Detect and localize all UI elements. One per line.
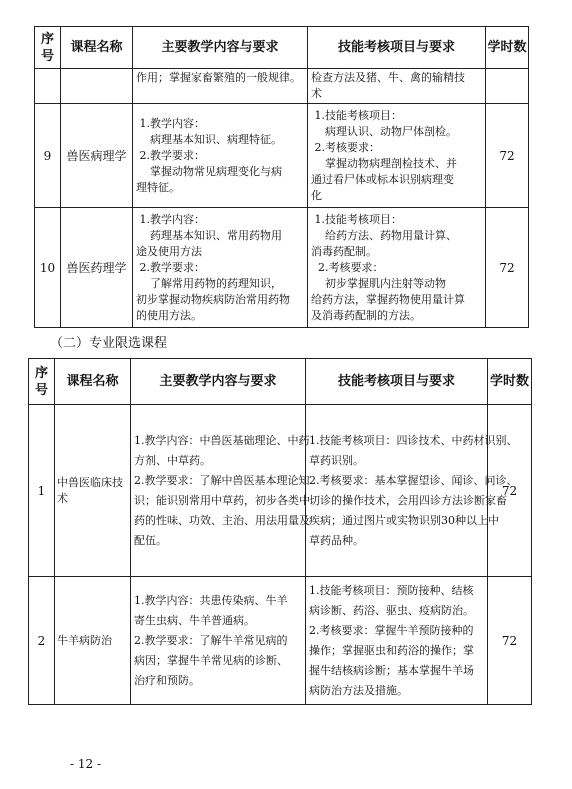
row-seq: 1 xyxy=(29,405,55,577)
row-course-name: 兽医药理学 xyxy=(61,208,133,328)
row-seq: 10 xyxy=(35,208,61,328)
course-table-core xyxy=(34,26,529,328)
header-skill: 技能考核项目与要求 xyxy=(308,27,486,69)
table-header-row xyxy=(35,27,529,69)
header-seq: 序号 xyxy=(35,27,61,69)
row-seq: 9 xyxy=(35,104,61,208)
header-course-name: 课程名称 xyxy=(61,27,133,69)
section-title: （二）专业限选课程 xyxy=(50,336,168,351)
row-skill: 1.技能考核项目：四诊技术、中药材识别、 草药识别。 2.考核要求：基本掌握望诊、闻诊、问诊、 切诊的操作技术，会用四诊方法诊断家畜 疾病；通过图片或实物识别30种以上中 草药品种。 xyxy=(306,405,488,577)
table-row xyxy=(29,577,532,705)
table-row xyxy=(29,405,532,577)
row-course-name xyxy=(61,69,133,104)
row-content: 1.教学内容： 病理基本知识、病理特征。 2.教学要求： 掌握动物常见病理变化与病 理特征。 xyxy=(133,104,308,208)
header-skill: 技能考核项目与要求 xyxy=(306,359,488,405)
table-row xyxy=(35,208,529,328)
page-number: - 12 - xyxy=(70,757,102,771)
row-skill: 1.技能考核项目： 给药方法、药物用量计算、 消毒药配制。 2.考核要求： 初步掌握肌内注射等动物 给药方法，掌握药物使用量计算 及消毒药配制的方法。 xyxy=(308,208,486,328)
row-course-name: 中兽医临床技 术 xyxy=(55,405,131,577)
header-hours: 学时数 xyxy=(488,359,532,405)
row-seq: 2 xyxy=(29,577,55,705)
header-course-name: 课程名称 xyxy=(55,359,131,405)
row-course-name: 牛羊病防治 xyxy=(55,577,131,705)
row-content: 作用；掌握家畜繁殖的一般规律。 xyxy=(133,69,308,104)
header-content: 主要教学内容与要求 xyxy=(131,359,306,405)
row-seq xyxy=(35,69,61,104)
table-header-row xyxy=(29,359,532,405)
header-seq: 序号 xyxy=(29,359,55,405)
row-content: 1.教学内容： 药理基本知识、常用药物用 途及使用方法 2.教学要求： 了解常用药物的药理知识， 初步掌握动物疾病防治常用药物 的使用方法。 xyxy=(133,208,308,328)
row-content: 1.教学内容：中兽医基础理论、中药 方剂、中草药。 2.教学要求：了解中兽医基本理论知 识；能识别常用中草药，初步各类中 药的性味、功效、主治、用法用量及 配伍。 xyxy=(131,405,306,577)
row-hours xyxy=(486,69,529,104)
header-hours: 学时数 xyxy=(486,27,529,69)
row-hours: 72 xyxy=(486,208,529,328)
header-content: 主要教学内容与要求 xyxy=(133,27,308,69)
row-skill: 1.技能考核项目：预防接种、结核 病诊断、药浴、驱虫、疫病防治。 2.考核要求：掌握牛羊预防接种的 操作；掌握驱虫和药浴的操作；掌 握牛结核病诊断；基本掌握牛羊场 病防治方法及措施。 xyxy=(306,577,488,705)
table-row xyxy=(35,104,529,208)
course-table-elective xyxy=(28,358,532,705)
row-hours: 72 xyxy=(488,405,532,577)
row-skill: 检查方法及猪、牛、禽的输精技 术 xyxy=(308,69,486,104)
table-row xyxy=(35,69,529,104)
row-course-name: 兽医病理学 xyxy=(61,104,133,208)
row-content: 1.教学内容：共患传染病、牛羊 寄生虫病、牛羊普通病。 2.教学要求：了解牛羊常见病的 病因；掌握牛羊常见病的诊断、 治疗和预防。 xyxy=(131,577,306,705)
row-hours: 72 xyxy=(488,577,532,705)
row-hours: 72 xyxy=(486,104,529,208)
row-skill: 1.技能考核项目： 病理认识、动物尸体剖检。 2.考核要求： 掌握动物病理剖检技术、并 通过看尸体或标本识别病理变 化 xyxy=(308,104,486,208)
